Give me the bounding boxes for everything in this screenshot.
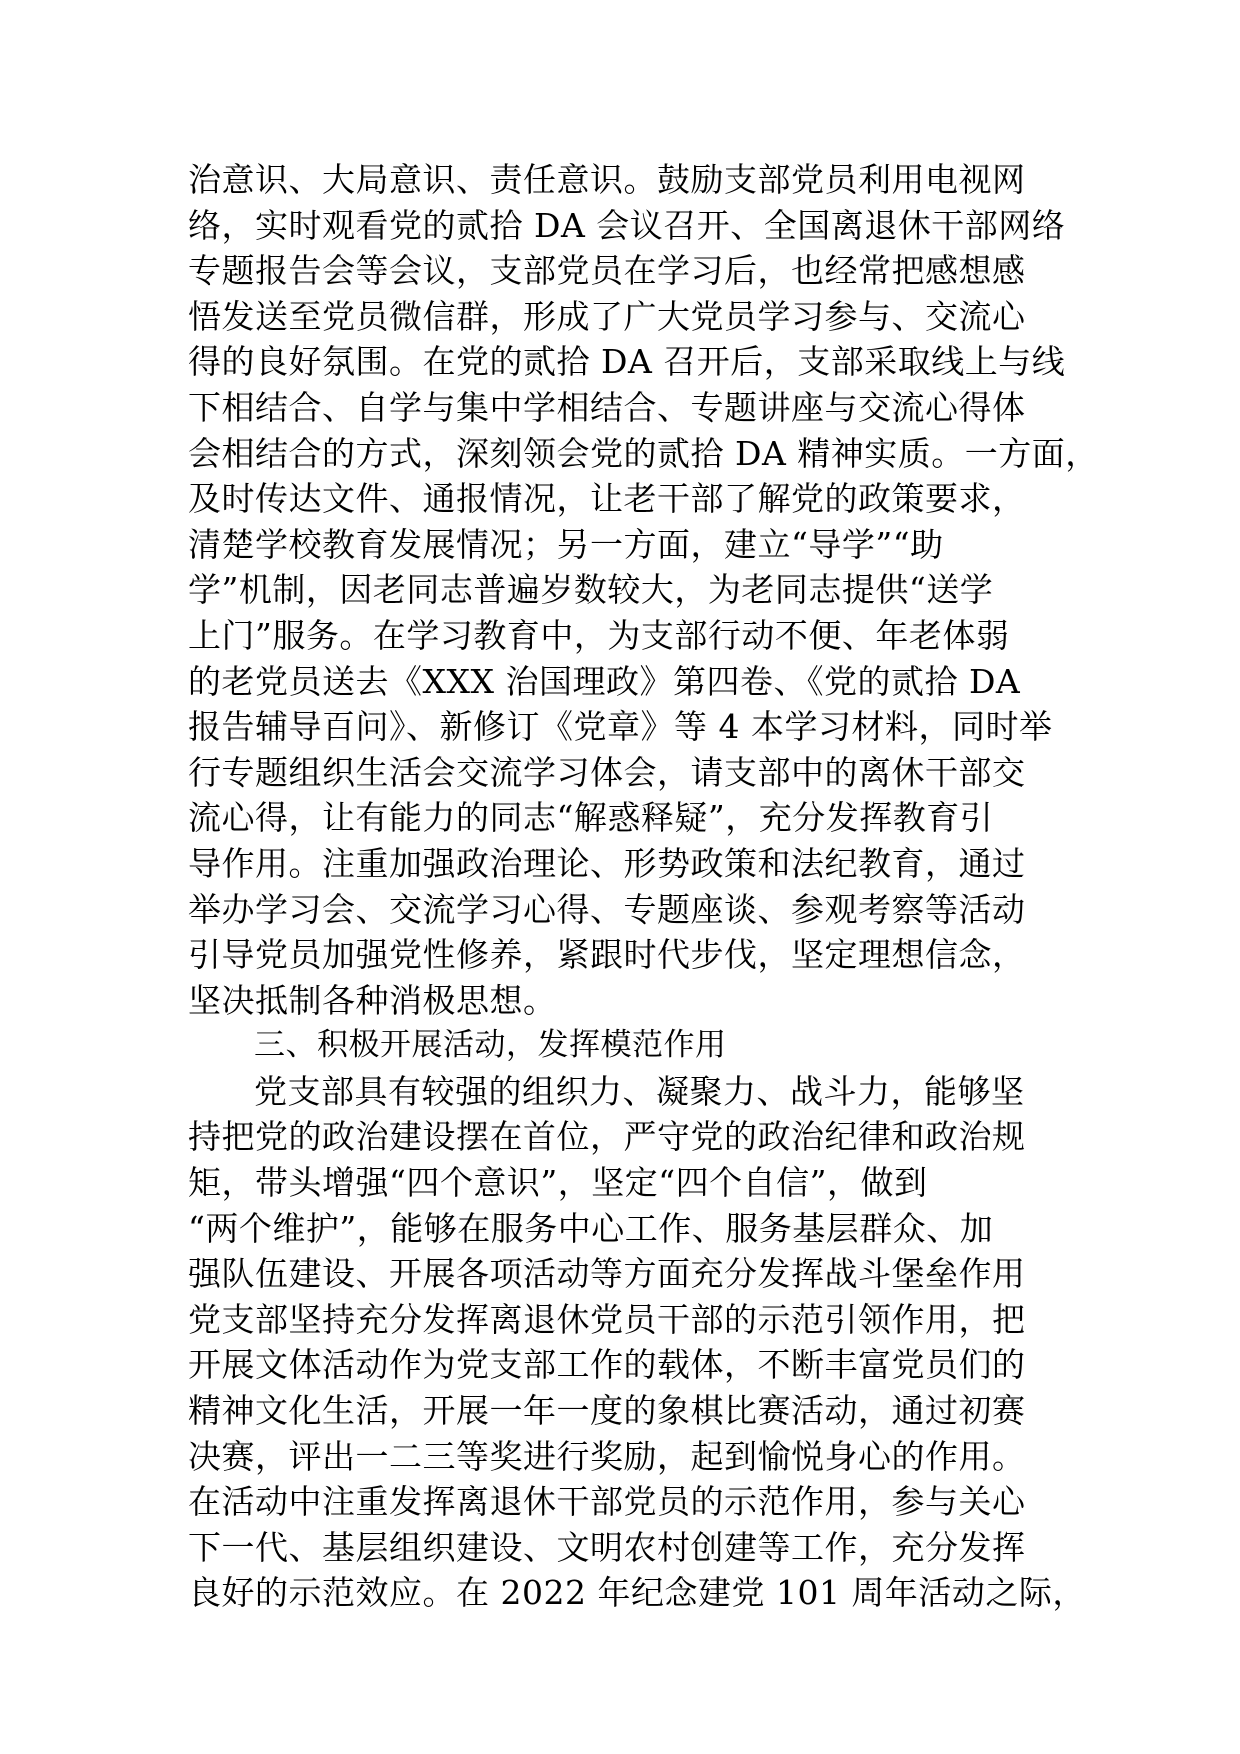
paragraph-line: 得的良好氛围。在党的贰拾 DA 召开后，支部采取线上与线	[188, 342, 1066, 382]
paragraph-line: 会相结合的方式，深刻领会党的贰拾 DA 精神实质。一方面，	[188, 433, 1099, 473]
paragraph-line: 持把党的政治建设摆在首位，严守党的政治纪律和政治规	[188, 1117, 1026, 1157]
paragraph-line: 流心得，让有能力的同志“解惑释疑”，充分发挥教育引	[188, 798, 994, 838]
paragraph-line: 报告辅导百问》、新修订《党章》等 4 本学习材料，同时举	[188, 707, 1053, 747]
paragraph-line: “两个维护”，能够在服务中心工作、服务基层群众、加	[188, 1208, 994, 1248]
paragraph-line: 学”机制，因老同志普遍岁数较大，为老同志提供“送学	[188, 570, 994, 610]
document-body	[188, 157, 1099, 1616]
paragraph-line: 坚决抵制各种消极思想。	[188, 980, 557, 1020]
paragraph-line: 下相结合、自学与集中学相结合、专题讲座与交流心得体	[188, 387, 1026, 427]
paragraph-line: 专题报告会等会议，支部党员在学习后，也经常把感想感	[188, 251, 1026, 291]
paragraph-line: 悟发送至党员微信群，形成了广大党员学习参与、交流心	[188, 296, 1026, 336]
paragraph-line: 清楚学校教育发展情况；另一方面，建立“导学”“助	[188, 524, 944, 564]
paragraph-line: 的老党员送去《XXX 治国理政》第四卷、《党的贰拾 DA	[188, 661, 1021, 701]
paragraph-line: 开展文体活动作为党支部工作的载体，不断丰富党员们的	[188, 1345, 1026, 1385]
paragraph-line: 良好的示范效应。在 2022 年纪念建党 101 周年活动之际，	[188, 1573, 1086, 1613]
paragraph-line: 下一代、基层组织建设、文明农村创建等工作，充分发挥	[188, 1527, 1026, 1567]
paragraph-line: 络，实时观看党的贰拾 DA 会议召开、全国离退休干部网络	[188, 205, 1066, 245]
paragraph-line: 治意识、大局意识、责任意识。鼓励支部党员利用电视网	[188, 160, 1026, 199]
paragraph-line: 强队伍建设、开展各项活动等方面充分发挥战斗堡垒作用	[188, 1254, 1026, 1294]
paragraph-line: 决赛，评出一二三等奖进行奖励，起到愉悦身心的作用。	[188, 1436, 1026, 1476]
paragraph-line: 矩，带头增强“四个意识”，坚定“四个自信”，做到	[188, 1163, 928, 1203]
paragraph-line: 在活动中注重发挥离退休干部党员的示范作用，参与关心	[188, 1482, 1026, 1522]
paragraph-line: 上门”服务。在学习教育中，为支部行动不便、年老体弱	[188, 615, 1010, 655]
paragraph-line: 及时传达文件、通报情况，让老干部了解党的政策要求，	[188, 479, 1026, 519]
paragraph-line: 党支部坚持充分发挥离退休党员干部的示范引领作用，把	[188, 1299, 1026, 1339]
paragraph-line: 党支部具有较强的组织力、凝聚力、战斗力，能够坚	[254, 1071, 1025, 1111]
paragraph-line: 精神文化生活，开展一年一度的象棋比赛活动，通过初赛	[188, 1391, 1026, 1431]
paragraph-line: 举办学习会、交流学习心得、专题座谈、参观考察等活动	[188, 889, 1026, 929]
section-heading: 三、积极开展活动，发挥模范作用	[254, 1027, 727, 1064]
paragraph-line: 导作用。注重加强政治理论、形势政策和法纪教育，通过	[188, 843, 1026, 883]
paragraph-line: 行专题组织生活会交流学习体会，请支部中的离休干部交	[188, 752, 1026, 792]
paragraph-line: 引导党员加强党性修养，紧跟时代步伐，坚定理想信念，	[188, 935, 1026, 975]
